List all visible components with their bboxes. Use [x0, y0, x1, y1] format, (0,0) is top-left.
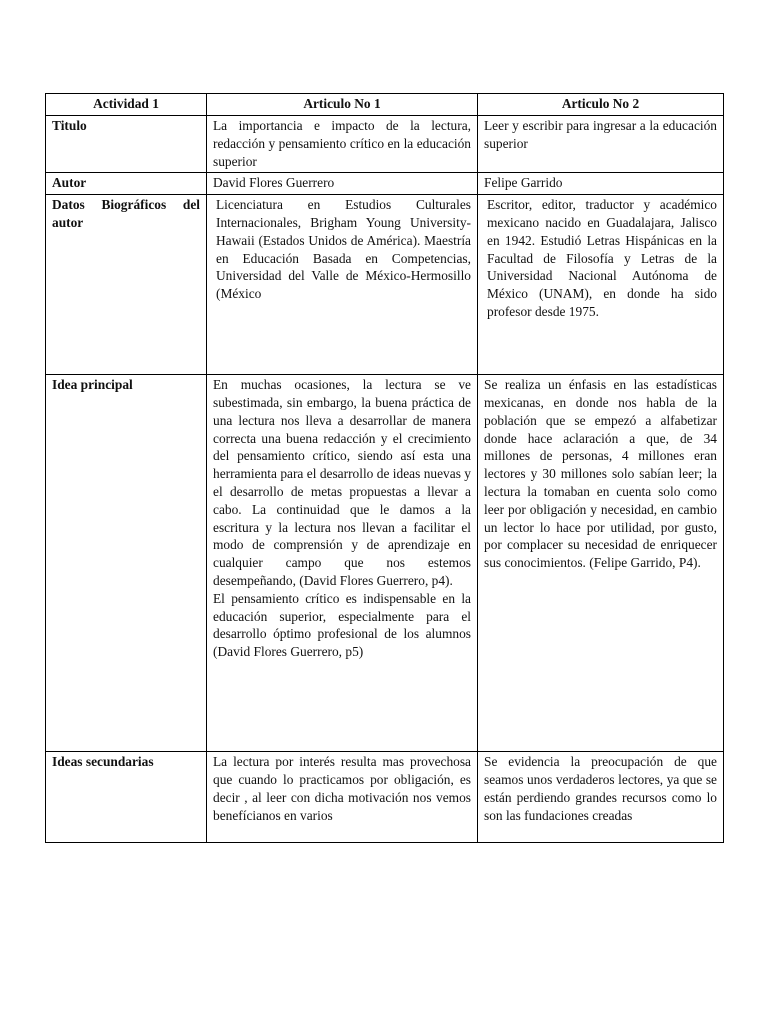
row-label-idea-principal: Idea principal	[46, 375, 207, 752]
cell-titulo-articulo-1: La importancia e impacto de la lectura, redacción y pensamiento crítico en la educación superior	[207, 116, 478, 173]
table-row-autor	[46, 173, 724, 195]
table-row-ideas-secundarias	[46, 752, 724, 843]
header-actividad: Actividad 1	[46, 94, 207, 116]
cell-biografia-articulo-1: Licenciatura en Estudios Culturales Internacionales, Brigham Young University-Hawaii (Estados Unidos de América). Maestría en Educación Basada en Competencias, Universidad del Valle de México-Hermosillo (México	[207, 195, 478, 375]
cell-ideas-secundarias-articulo-2: Se evidencia la preocupación de que seamos unos verdaderos lectores, ya que se están perdiendo grandes recursos como lo son las fundaciones creadas	[478, 752, 724, 843]
table-row-datos-biograficos	[46, 195, 724, 375]
cell-autor-articulo-2: Felipe Garrido	[478, 173, 724, 195]
table-row-idea-principal	[46, 375, 724, 752]
cell-idea-principal-articulo-1	[207, 375, 478, 752]
header-row	[46, 94, 724, 116]
idea-principal-paragraph-1: En muchas ocasiones, la lectura se ve subestimada, sin embargo, la buena práctica de una lectura nos lleva a desarrollar de manera correcta una buena redacción y el crecimiento del pensamiento crítico, siendo así esta una herramienta para el desarrollo de ideas nuevas y el desarrollo de metas propuestas a llevar a cabo. La continuidad que le damos a la escritura y la lectura nos llevan a facilitar el modo de comprensión y de aprendizaje en cualquier campo que nos estemos desempeñando, (David Flores Guerrero, p4).	[213, 377, 471, 588]
row-label-ideas-secundarias: Ideas secundarias	[46, 752, 207, 843]
row-label-autor: Autor	[46, 173, 207, 195]
cell-idea-principal-articulo-2: Se realiza un énfasis en las estadísticas mexicanas, en donde nos habla de la población que se empezó a alfabetizar donde hace aclaración a que, de 34 millones de personas, 4 millones eran lectores y 30 millones solo sabían leer; la lectura la tomaban en cuenta solo como leer por obligación y necesidad, en cambio un lector lo hace por utilidad, por gusto, por complacer su necesidad de enriquecer sus conocimientos. (Felipe Garrido, P4).	[478, 375, 724, 752]
header-articulo-2: Articulo No 2	[478, 94, 724, 116]
table-row-titulo	[46, 116, 724, 173]
row-label-titulo: Titulo	[46, 116, 207, 173]
cell-ideas-secundarias-articulo-1: La lectura por interés resulta mas provechosa que cuando lo practicamos por obligación, es decir , al leer con dicha motivación nos vemos benefícianos en varios	[207, 752, 478, 843]
comparison-table	[45, 93, 724, 843]
idea-principal-paragraph-2: El pensamiento crítico es indispensable en la educación superior, especialmente para el desarrollo óptimo profesional de los alumnos (David Flores Guerrero, p5)	[213, 590, 471, 660]
cell-titulo-articulo-2: Leer y escribir para ingresar a la educación superior	[478, 116, 724, 173]
row-label-datos-biograficos: Datos Biográficos del autor	[46, 195, 207, 375]
cell-autor-articulo-1: David Flores Guerrero	[207, 173, 478, 195]
cell-biografia-articulo-2: Escritor, editor, traductor y académico mexicano nacido en Guadalajara, Jalisco en 1942. Estudió Letras Hispánicas en la Facultad de Filosofía y Letras de la Universidad Nacional Autónoma de México (UNAM), en donde ha sido profesor desde 1975.	[478, 195, 724, 375]
header-articulo-1: Articulo No 1	[207, 94, 478, 116]
